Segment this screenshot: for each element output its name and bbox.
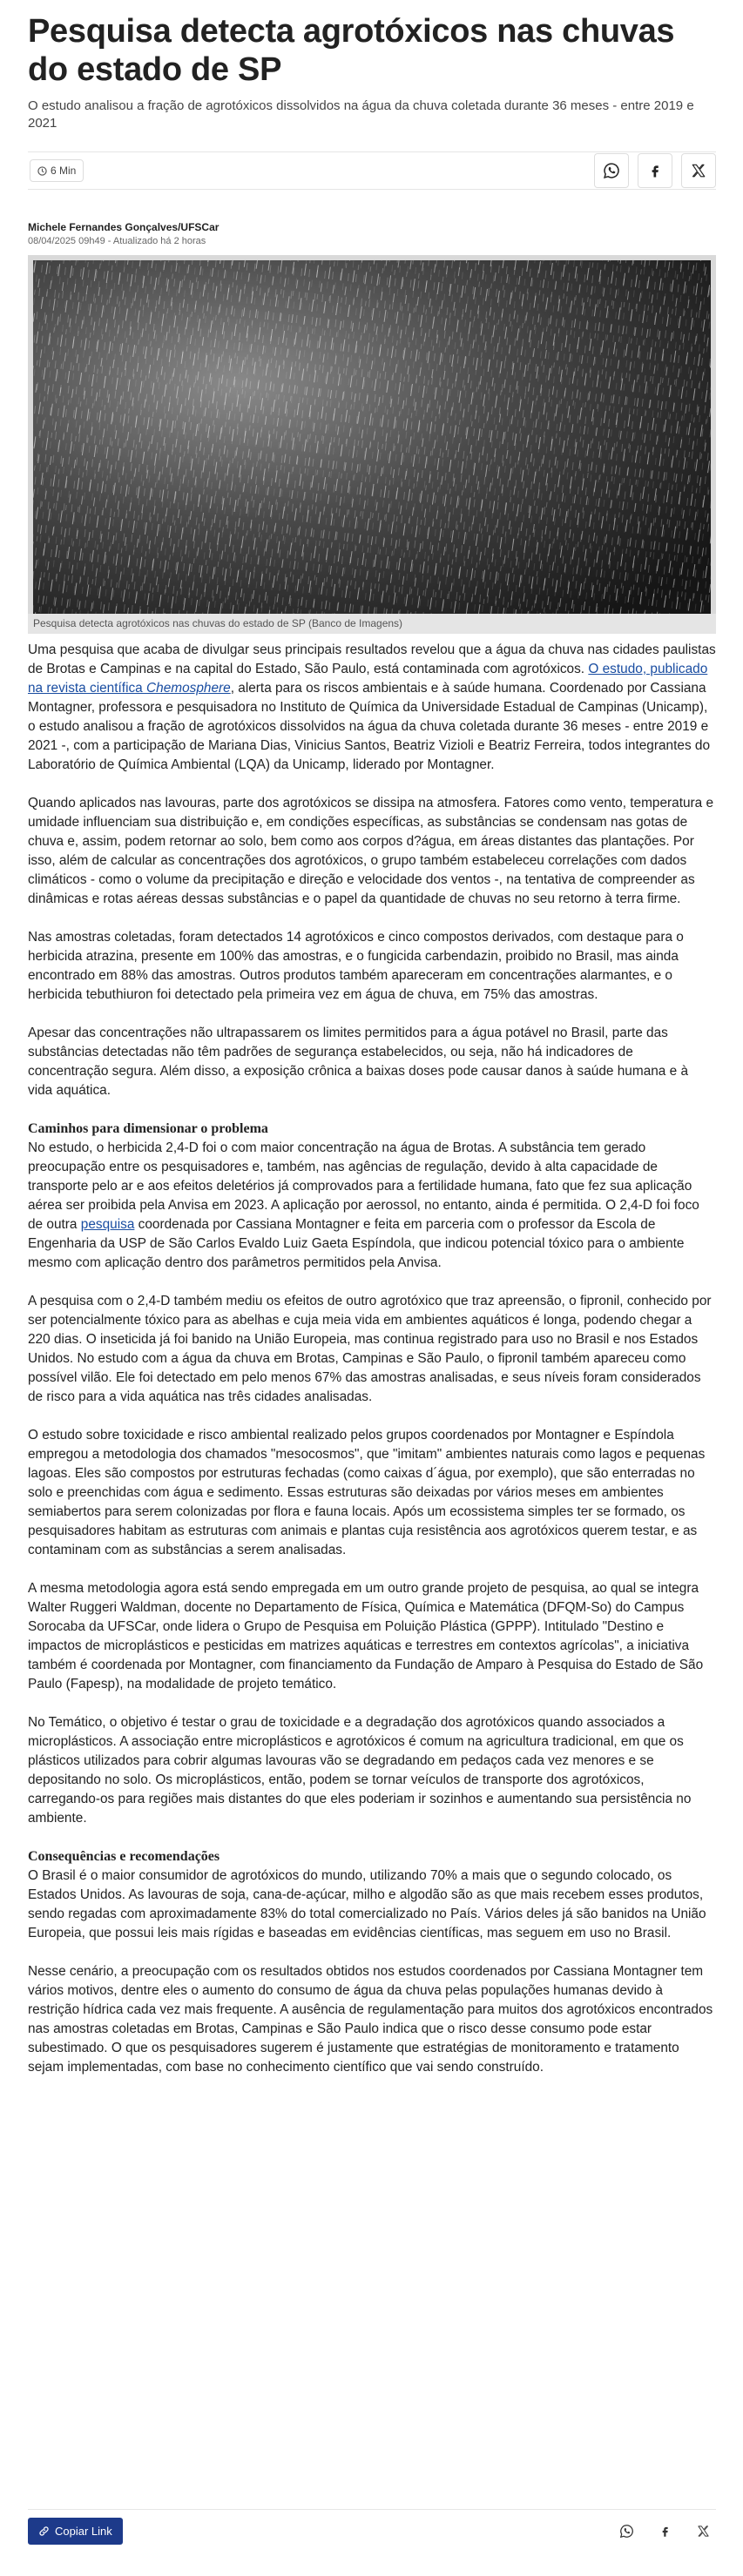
- whatsapp-share-button[interactable]: [594, 153, 629, 188]
- paragraph: Uma pesquisa que acaba de divulgar seus principais resultados revelou que a água da chuva nas cidades paulistas de Brotas e Campinas e na capital do Estado, São Paulo, está contaminada com agrotóxicos. O estudo, publicado na revista científica Chemosphere, alerta para os riscos ambientais e à saúde humana. Coordenado por Cassiana Montagner, professora e pesquisadora no Instituto de Química da Universidade Estadual de Campinas (Unicamp), o estudo analisou a fração de agrotóxicos dissolvidos na água da chuva coletada durante 36 meses - entre 2019 e 2021 -, com a participação de Mariana Dias, Vinicius Santos, Beatriz Vizioli e Beatriz Ferreira, todos integrantes do Laboratório de Química Ambiental (LQA) da Unicamp, liderado por Montagner.: [28, 642, 716, 772]
- paragraph: Nas amostras coletadas, foram detectados 14 agrotóxicos e cinco compostos derivados, com destaque para o herbicida atrazina, presente em 100% das amostras, e o fungicida carbendazin, proibido no Brasil, mas ainda encontrado em 88% das amostras. Outros produtos também apareceram em concentrações alarmantes, e o herbicida tebuthiuron foi detectado pela primeira vez em água de chuva, em 75% das amostras.: [28, 930, 684, 1002]
- bottom-share-buttons: [613, 2519, 716, 2545]
- facebook-icon: [647, 163, 663, 178]
- paragraph: O estudo sobre toxicidade e risco ambiental realizado pelos grupos coordenados por Montagner e Espíndola empregou a metodologia dos chamados "mesocosmos", que "imitam" ambientes naturais como lagos e pequenas lagoas. Eles são compostos por estruturas fechadas (como caixas d´água, por exemplo), que são enterradas no solo e preenchidas com água e sedimento. Essas estruturas são deixadas por vários meses em ambientes semiabertos para serem colonizadas por flora e fauna locais. Após um ecossistema simples ter se formado, os pesquisadores habitam as estruturas com animais e plantas cuja resistência aos agrotóxicos querem testar, e as contaminam com as substâncias a serem analisadas.: [28, 1428, 706, 1557]
- article-toolbar: [28, 151, 716, 190]
- x-share-button[interactable]: [681, 153, 716, 188]
- paragraph: Quando aplicados nas lavouras, parte dos agrotóxicos se dissipa na atmosfera. Fatores como vento, temperatura e umidade influenciam sua distribuição e, em condições específicas, as substâncias se condensam nas gotas de chuva e, assim, podem retornar ao solo, bem como aos corpos d?água, em áreas distantes das plantações. Por isso, além de calcular as concentrações dos agrotóxicos, o grupo também estabeleceu correlações com dados climáticos - como o volume da precipitação e direção e velocidade dos ventos -, na tentativa de compreender as dinâmicas e rotas aéreas dessas substâncias e o papel da quantidade de chuvas no seu retorno à terra firme.: [28, 796, 714, 906]
- copy-link-button[interactable]: [28, 2518, 123, 2545]
- bottom-share-bar: [28, 2509, 716, 2552]
- paragraph: Apesar das concentrações não ultrapassarem os limites permitidos para a água potável no Brasil, parte das substâncias detectadas não têm padrões de segurança estabelecidos, ou seja, não há indicadores de concentração segura. Além disso, a exposição crônica a baixas doses pode causar danos à saúde humana e à vida aquática.: [28, 1026, 689, 1098]
- whatsapp-icon: [619, 2524, 634, 2539]
- read-time-label: 6 Min: [51, 165, 77, 177]
- study-link[interactable]: O estudo, publicado na revista científica Chemosphere: [28, 662, 708, 696]
- rain-photo: [33, 260, 711, 614]
- clock-icon: [37, 166, 47, 176]
- link-icon: [38, 2526, 50, 2537]
- paragraph: Nesse cenário, a preocupação com os resultados obtidos nos estudos coordenados por Cassiana Montagner tem vários motivos, dentre eles o aumento do consumo de água da chuva pelas populações humanas devido à restrição hídrica cada vez mais frequente. A ausência de regulamentação para muitos dos agrotóxicos encontrados nas amostras coletadas em Brotas, Campinas e São Paulo indica que o risco desse consumo pode estar subestimado. O que os pesquisadores sugerem é justamente que estratégias de monitoramento e tratamento sejam implementadas, com base no conhecimento científico que vai sendo construído.: [28, 1964, 713, 2075]
- publish-dates: 08/04/2025 09h49 - Atualizado há 2 horas: [28, 236, 206, 246]
- facebook-share-button[interactable]: [652, 2519, 678, 2545]
- paragraph: A mesma metodologia agora está sendo empregada em um outro grande projeto de pesquisa, ao qual se integra Walter Ruggeri Waldman, docente no Departamento de Física, Química e Matemática (DFQM-So) do Campus Sorocaba da UFSCar, onde lidera o Grupo de Pesquisa em Poluição Plástica (GPPP). Intitulado "Destino e impactos de microplásticos e pesticidas em matrizes aquáticas e terrestres em contextos agrícolas", a iniciativa também é coordenada por Montagner, com financiamento da Fundação de Amparo à Pesquisa do Estado de São Paulo (Fapesp), na modalidade de projeto temático.: [28, 1581, 704, 1692]
- article-figure: [28, 255, 716, 634]
- section-heading: Caminhos para dimensionar o problema: [28, 1121, 268, 1136]
- x-share-button[interactable]: [690, 2519, 716, 2545]
- whatsapp-share-button[interactable]: [613, 2519, 639, 2545]
- paragraph: A pesquisa com o 2,4-D também mediu os efeitos de outro agrotóxico que traz apreensão, o fipronil, conhecido por ser potencialmente tóxico para as abelhas e cuja meia vida em ambientes aquáticos é longa, podendo chegar a 220 dias. O inseticida já foi banido na União Europeia, mas continua registrado para uso no Brasil e nos Estados Unidos. No estudo com a água da chuva em Brotas, Campinas e São Paulo, o fipronil também apareceu como possível vilão. Ele foi detectado em pelo menos 67% das amostras analisadas, e seus níveis foram considerados de risco para a vida aquática nas três cidades analisadas.: [28, 1294, 712, 1404]
- facebook-share-button[interactable]: [638, 153, 672, 188]
- article-body: [28, 641, 716, 2077]
- article-container: [28, 12, 716, 2096]
- image-caption: Pesquisa detecta agrotóxicos nas chuvas do estado de SP (Banco de Imagens): [28, 614, 716, 634]
- x-icon: [697, 2525, 710, 2538]
- paragraph: O Brasil é o maior consumidor de agrotóxicos do mundo, utilizando 70% a mais que o segundo colocado, os Estados Unidos. As lavouras de soja, cana-de-açúcar, milho e algodão são as que mais recebem esses produtos, sendo regadas com aproximadamente 83% do total comercializado no País. Vários deles já são banidos na União Europeia, que possui leis mais rígidas e baseadas em evidências científicas, mas seguem em uso no Brasil.: [28, 1868, 706, 1940]
- paragraph: No Temático, o objetivo é testar o grau de toxicidade e a degradação dos agrotóxicos quando associados a microplásticos. A associação entre microplásticos e agrotóxicos é comum na agricultura tradicional, em que os plásticos utilizados para cobrir algumas lavouras vão se degradando em pedaços cada vez menores e se depositando no solo. Os microplásticos, então, podem se tornar veículos de transporte dos agrotóxicos, carregando-os para regiões mais distantes do que eles poderiam ir sozinhos e aumentando sua persistência no ambiente.: [28, 1715, 692, 1826]
- research-link[interactable]: pesquisa: [80, 1217, 135, 1232]
- copy-link-label: Copiar Link: [55, 2525, 112, 2538]
- share-buttons: [594, 153, 716, 188]
- read-time-badge: [30, 159, 84, 182]
- whatsapp-icon: [603, 162, 620, 179]
- section-heading: Consequências e recomendações: [28, 1849, 220, 1864]
- paragraph: No estudo, o herbicida 2,4-D foi o com maior concentração na água de Brotas. A substância tem gerado preocupação entre os pesquisadores e, também, nas agências de regulação, devido à alta capacidade de transporte pelo ar e aos efeitos deletérios já comprovados para a fertilidade humana, fato que fez sua aplicação aérea ser proibida pela Anvisa em 2023. A aplicação por aerossol, no entanto, ainda é permitida. O 2,4-D foi foco de outra pesquisa coordenada por Cassiana Montagner e feita em parceria com o professor da Escola de Engenharia da USP de São Carlos Evaldo Luiz Gaeta Espíndola, que indicou potencial tóxico para o ambiente mesmo com aplicação dentro dos parâmetros permitidos pela Anvisa.: [28, 1140, 699, 1270]
- article-title: Pesquisa detecta agrotóxicos nas chuvas do estado de SP: [28, 13, 675, 88]
- author-name: Michele Fernandes Gonçalves/UFSCar: [28, 221, 220, 233]
- facebook-icon: [659, 2525, 672, 2538]
- article-lead: O estudo analisou a fração de agrotóxicos dissolvidos na água da chuva coletada durante 36 meses - entre 2019 e 2021: [28, 98, 694, 131]
- x-icon: [691, 163, 706, 178]
